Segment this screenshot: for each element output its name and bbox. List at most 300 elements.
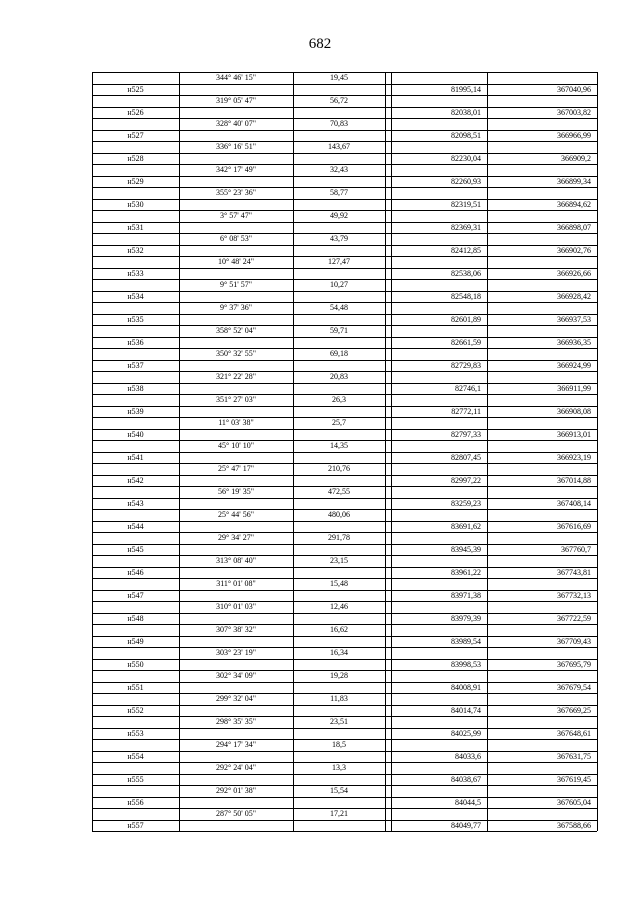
point-name-cell: [92, 647, 179, 659]
x-coordinate-cell: [385, 498, 487, 510]
point-name-cell: [92, 233, 179, 245]
segment-row: [92, 785, 597, 797]
y-coordinate-cell: [487, 383, 597, 395]
x-coordinate-cell: [385, 245, 487, 257]
angle-cell: [179, 84, 293, 96]
y-coordinate-cell-text: 366923,19: [557, 452, 591, 462]
row-divider: [92, 670, 597, 671]
angle-cell: [179, 544, 293, 556]
length-cell: 480,06: [328, 510, 350, 519]
x-coordinate-cell-text: 83945,39: [451, 544, 481, 554]
y-coordinate-cell: [487, 601, 597, 613]
length-cell: 291,78: [328, 533, 350, 542]
length-cell: [293, 268, 385, 280]
segment-row: [92, 233, 597, 245]
angle-cell: 9° 51' 57": [220, 280, 252, 289]
row-divider: [92, 394, 597, 395]
y-coordinate-cell: [487, 762, 597, 774]
angle-cell: [179, 176, 293, 188]
point-row: [92, 498, 597, 510]
x-coordinate-cell: [385, 785, 487, 797]
x-coordinate-cell-text: 82601,89: [451, 314, 481, 324]
y-coordinate-cell: [487, 130, 597, 142]
row-divider: [92, 360, 597, 361]
point-name-cell: н550: [127, 659, 144, 669]
row-divider: [92, 452, 597, 453]
point-row: [92, 544, 597, 556]
length-cell: 15,54: [330, 786, 348, 795]
point-name-cell: [92, 762, 179, 774]
length-cell: [293, 613, 385, 625]
row-divider: [92, 141, 597, 142]
point-row: [92, 636, 597, 648]
length-cell: [293, 199, 385, 211]
angle-cell: 328° 40' 07": [216, 119, 256, 128]
segment-row: [92, 164, 597, 176]
x-coordinate-cell: [385, 532, 487, 544]
x-coordinate-cell-text: 81995,14: [451, 84, 481, 94]
segment-row: [92, 417, 597, 429]
x-coordinate-cell-text: 82997,22: [451, 475, 481, 485]
y-coordinate-cell: [487, 509, 597, 521]
x-coordinate-cell: [385, 716, 487, 728]
point-name-cell: [92, 785, 179, 797]
segment-row: [92, 716, 597, 728]
row-divider: [92, 613, 597, 614]
y-coordinate-cell-text: 367014,88: [557, 475, 591, 485]
x-coordinate-cell: [385, 95, 487, 107]
length-cell: [293, 705, 385, 717]
point-name-cell: н549: [127, 636, 144, 646]
point-name-cell: н541: [127, 452, 144, 462]
y-coordinate-cell: [487, 820, 597, 832]
angle-cell: [179, 567, 293, 579]
length-cell: 14,35: [330, 441, 348, 450]
row-divider: [92, 475, 597, 476]
x-coordinate-cell: [385, 164, 487, 176]
point-name-cell: н547: [127, 590, 144, 600]
row-divider: [92, 107, 597, 108]
point-row: [92, 820, 597, 832]
segment-row: [92, 302, 597, 314]
length-cell: [293, 498, 385, 510]
angle-cell: [179, 452, 293, 464]
row-divider: [92, 498, 597, 499]
row-divider: [92, 233, 597, 234]
point-name-cell: н545: [127, 544, 144, 554]
point-row: [92, 383, 597, 395]
x-coordinate-cell: [385, 187, 487, 199]
x-coordinate-cell-text: 84049,77: [451, 820, 481, 830]
x-coordinate-cell-text: 82319,51: [451, 199, 481, 209]
x-coordinate-cell: [385, 233, 487, 245]
y-coordinate-cell: [487, 279, 597, 291]
length-cell: 143,67: [328, 142, 350, 151]
angle-cell: 45° 10' 10": [218, 441, 254, 450]
point-row: [92, 521, 597, 533]
angle-cell: [179, 268, 293, 280]
length-cell: 43,79: [330, 234, 348, 243]
column-divider: [92, 72, 93, 831]
angle-cell: 25° 44' 56": [218, 510, 254, 519]
row-divider: [92, 624, 597, 625]
length-cell: 49,92: [330, 211, 348, 220]
y-coordinate-cell-text: 367588,66: [557, 820, 591, 830]
row-divider: [92, 567, 597, 568]
segment-row: [92, 739, 597, 751]
length-cell: [293, 337, 385, 349]
segment-row: [92, 118, 597, 130]
x-coordinate-cell: [385, 820, 487, 832]
point-row: [92, 728, 597, 740]
segment-row: [92, 440, 597, 452]
point-name-cell: [92, 95, 179, 107]
y-coordinate-cell: [487, 544, 597, 556]
y-coordinate-cell: [487, 682, 597, 694]
segment-row: [92, 509, 597, 521]
x-coordinate-cell-text: 84014,74: [451, 705, 481, 715]
segment-row: [92, 463, 597, 475]
segment-row: [92, 325, 597, 337]
point-name-cell: н538: [127, 383, 144, 393]
angle-cell: [179, 337, 293, 349]
angle-cell: 307° 38' 32": [216, 625, 256, 634]
length-cell: 54,48: [330, 303, 348, 312]
x-coordinate-cell: [385, 601, 487, 613]
y-coordinate-cell-text: 366899,34: [557, 176, 591, 186]
y-coordinate-cell-text: 367619,45: [557, 774, 591, 784]
x-coordinate-cell: [385, 383, 487, 395]
x-coordinate-cell: [385, 72, 487, 84]
point-name-cell: [92, 348, 179, 360]
angle-cell: 303° 23' 19": [216, 648, 256, 657]
angle-cell: 292° 24' 04": [216, 763, 256, 772]
y-coordinate-cell: [487, 521, 597, 533]
angle-cell: 321° 22' 28": [216, 372, 256, 381]
length-cell: [293, 797, 385, 809]
length-cell: [293, 84, 385, 96]
segment-row: [92, 762, 597, 774]
x-coordinate-cell: [385, 84, 487, 96]
angle-cell: [179, 590, 293, 602]
x-coordinate-cell: [385, 578, 487, 590]
row-divider: [92, 532, 597, 533]
length-cell: [293, 590, 385, 602]
point-name-cell: [92, 532, 179, 544]
y-coordinate-cell: [487, 222, 597, 234]
column-divider: [385, 72, 386, 831]
y-coordinate-cell: [487, 245, 597, 257]
length-cell: 69,18: [330, 349, 348, 358]
angle-cell: 294° 17' 34": [216, 740, 256, 749]
y-coordinate-cell: [487, 371, 597, 383]
x-coordinate-cell: [385, 371, 487, 383]
row-divider: [92, 417, 597, 418]
y-coordinate-cell: [487, 670, 597, 682]
x-coordinate-cell-text: 83259,23: [451, 498, 481, 508]
point-name-cell: [92, 693, 179, 705]
x-coordinate-cell-text: 84044,5: [455, 797, 481, 807]
angle-cell: [179, 475, 293, 487]
row-divider: [92, 268, 597, 269]
y-coordinate-cell: [487, 578, 597, 590]
length-cell: [293, 728, 385, 740]
y-coordinate-cell: [487, 325, 597, 337]
y-coordinate-cell-text: 367605,04: [557, 797, 591, 807]
row-divider: [92, 256, 597, 257]
point-row: [92, 567, 597, 579]
length-cell: [293, 659, 385, 671]
point-name-cell: н551: [127, 682, 144, 692]
length-cell: 18,5: [332, 740, 346, 749]
segment-row: [92, 555, 597, 567]
y-coordinate-cell: [487, 417, 597, 429]
y-coordinate-cell-text: 367040,96: [557, 84, 591, 94]
length-cell: 23,15: [330, 556, 348, 565]
length-cell: [293, 544, 385, 556]
point-name-cell: [92, 187, 179, 199]
y-coordinate-cell-text: 367743,81: [557, 567, 591, 577]
point-row: [92, 429, 597, 441]
y-coordinate-cell: [487, 647, 597, 659]
x-coordinate-cell: [385, 314, 487, 326]
y-coordinate-cell-text: 367695,79: [557, 659, 591, 669]
angle-cell: 9° 37' 36": [220, 303, 252, 312]
segment-row: [92, 578, 597, 590]
x-coordinate-cell-text: 83979,39: [451, 613, 481, 623]
point-row: [92, 406, 597, 418]
y-coordinate-cell: [487, 210, 597, 222]
length-cell: 58,77: [330, 188, 348, 197]
angle-cell: 25° 47' 17": [218, 464, 254, 473]
length-cell: 70,83: [330, 119, 348, 128]
point-name-cell: н546: [127, 567, 144, 577]
angle-cell: [179, 245, 293, 257]
length-cell: 23,51: [330, 717, 348, 726]
y-coordinate-cell: [487, 141, 597, 153]
point-name-cell: [92, 624, 179, 636]
row-divider: [92, 647, 597, 648]
point-name-cell: н525: [127, 84, 144, 94]
x-coordinate-cell: [385, 118, 487, 130]
length-cell: [293, 475, 385, 487]
angle-cell: 319° 05' 47": [216, 96, 256, 105]
x-coordinate-cell: [385, 279, 487, 291]
length-cell: [293, 383, 385, 395]
point-name-cell: н543: [127, 498, 144, 508]
y-coordinate-cell: [487, 624, 597, 636]
point-name-cell: н529: [127, 176, 144, 186]
y-coordinate-cell-text: 366926,66: [557, 268, 591, 278]
y-coordinate-cell-text: 366936,35: [557, 337, 591, 347]
y-coordinate-cell: [487, 107, 597, 119]
point-row: [92, 337, 597, 349]
y-coordinate-cell-text: 366913,01: [557, 429, 591, 439]
x-coordinate-cell: [385, 808, 487, 820]
point-name-cell: н530: [127, 199, 144, 209]
y-coordinate-cell-text: 366909,2: [561, 153, 591, 163]
x-coordinate-cell: [385, 670, 487, 682]
row-divider: [92, 785, 597, 786]
length-cell: 32,43: [330, 165, 348, 174]
point-row: [92, 176, 597, 188]
angle-cell: 287° 50' 05": [216, 809, 256, 818]
point-row: [92, 84, 597, 96]
point-name-cell: [92, 394, 179, 406]
x-coordinate-cell: [385, 751, 487, 763]
y-coordinate-cell: [487, 590, 597, 602]
point-name-cell: н528: [127, 153, 144, 163]
x-coordinate-cell: [385, 130, 487, 142]
row-divider: [92, 279, 597, 280]
angle-cell: [179, 521, 293, 533]
segment-row: [92, 256, 597, 268]
y-coordinate-cell: [487, 429, 597, 441]
point-name-cell: н540: [127, 429, 144, 439]
y-coordinate-cell: [487, 797, 597, 809]
length-cell: [293, 567, 385, 579]
angle-cell: 358° 52' 04": [216, 326, 256, 335]
point-row: [92, 452, 597, 464]
y-coordinate-cell: [487, 475, 597, 487]
row-divider: [92, 176, 597, 177]
length-cell: [293, 107, 385, 119]
angle-cell: 299° 32' 04": [216, 694, 256, 703]
x-coordinate-cell: [385, 141, 487, 153]
y-coordinate-cell-text: 366937,53: [557, 314, 591, 324]
y-coordinate-cell: [487, 567, 597, 579]
angle-cell: 336° 16' 51": [216, 142, 256, 151]
angle-cell: [179, 774, 293, 786]
point-name-cell: [92, 118, 179, 130]
point-name-cell: н554: [127, 751, 144, 761]
x-coordinate-cell-text: 84025,99: [451, 728, 481, 738]
x-coordinate-cell: [385, 440, 487, 452]
x-coordinate-cell: [385, 325, 487, 337]
point-name-cell: [92, 555, 179, 567]
y-coordinate-cell: [487, 95, 597, 107]
y-coordinate-cell-text: 366894,62: [557, 199, 591, 209]
length-cell: 15,48: [330, 579, 348, 588]
row-divider: [92, 578, 597, 579]
y-coordinate-cell: [487, 486, 597, 498]
length-cell: 11,83: [330, 694, 348, 703]
x-coordinate-cell-text: 82369,31: [451, 222, 481, 232]
point-name-cell: н534: [127, 291, 144, 301]
row-divider: [92, 716, 597, 717]
angle-cell: [179, 107, 293, 119]
point-name-cell: н557: [127, 820, 144, 830]
point-row: [92, 291, 597, 303]
point-name-cell: [92, 808, 179, 820]
row-divider: [92, 590, 597, 591]
y-coordinate-cell-text: 367722,59: [557, 613, 591, 623]
point-name-cell: н537: [127, 360, 144, 370]
y-coordinate-cell: [487, 291, 597, 303]
column-divider: [179, 72, 180, 831]
segment-row: [92, 187, 597, 199]
length-cell: [293, 820, 385, 832]
point-name-cell: [92, 72, 179, 84]
point-name-cell: н555: [127, 774, 144, 784]
length-cell: 16,34: [330, 648, 348, 657]
x-coordinate-cell-text: 82098,51: [451, 130, 481, 140]
x-coordinate-cell-text: 83691,62: [451, 521, 481, 531]
angle-cell: [179, 820, 293, 832]
row-divider: [92, 463, 597, 464]
row-divider: [92, 509, 597, 510]
length-cell: 20,83: [330, 372, 348, 381]
x-coordinate-cell: [385, 486, 487, 498]
y-coordinate-cell: [487, 774, 597, 786]
angle-cell: [179, 314, 293, 326]
y-coordinate-cell: [487, 739, 597, 751]
y-coordinate-cell: [487, 153, 597, 165]
point-name-cell: н536: [127, 337, 144, 347]
x-coordinate-cell: [385, 452, 487, 464]
point-name-cell: н526: [127, 107, 144, 117]
length-cell: [293, 751, 385, 763]
y-coordinate-cell: [487, 314, 597, 326]
point-name-cell: н544: [127, 521, 144, 531]
x-coordinate-cell-text: 83989,54: [451, 636, 481, 646]
angle-cell: 298° 35' 35": [216, 717, 256, 726]
row-divider: [92, 820, 597, 821]
angle-cell: [179, 199, 293, 211]
y-coordinate-cell: [487, 84, 597, 96]
point-name-cell: [92, 463, 179, 475]
segment-row: [92, 693, 597, 705]
y-coordinate-cell-text: 367732,13: [557, 590, 591, 600]
angle-cell: [179, 659, 293, 671]
y-coordinate-cell-text: 366911,99: [557, 383, 591, 393]
length-cell: 59,71: [330, 326, 348, 335]
length-cell: [293, 314, 385, 326]
angle-cell: [179, 406, 293, 418]
segment-row: [92, 601, 597, 613]
row-divider: [92, 555, 597, 556]
x-coordinate-cell-text: 82729,83: [451, 360, 481, 370]
point-name-cell: [92, 578, 179, 590]
y-coordinate-cell-text: 367709,43: [557, 636, 591, 646]
y-coordinate-cell: [487, 659, 597, 671]
column-divider: [293, 72, 294, 831]
y-coordinate-cell: [487, 728, 597, 740]
y-coordinate-cell: [487, 555, 597, 567]
x-coordinate-cell-text: 83971,38: [451, 590, 481, 600]
point-name-cell: н527: [127, 130, 144, 140]
x-coordinate-cell-text: 82772,11: [451, 406, 481, 416]
row-divider: [92, 245, 597, 246]
row-divider: [92, 337, 597, 338]
angle-cell: [179, 291, 293, 303]
x-coordinate-cell: [385, 268, 487, 280]
x-coordinate-cell: [385, 739, 487, 751]
y-coordinate-cell: [487, 498, 597, 510]
point-row: [92, 360, 597, 372]
y-coordinate-cell-text: 367648,61: [557, 728, 591, 738]
x-coordinate-cell: [385, 222, 487, 234]
y-coordinate-cell: [487, 360, 597, 372]
x-coordinate-cell: [385, 153, 487, 165]
point-name-cell: [92, 141, 179, 153]
point-name-cell: [92, 739, 179, 751]
point-row: [92, 590, 597, 602]
row-divider: [92, 682, 597, 683]
length-cell: 56,72: [330, 96, 348, 105]
point-name-cell: н539: [127, 406, 144, 416]
row-divider: [92, 808, 597, 809]
